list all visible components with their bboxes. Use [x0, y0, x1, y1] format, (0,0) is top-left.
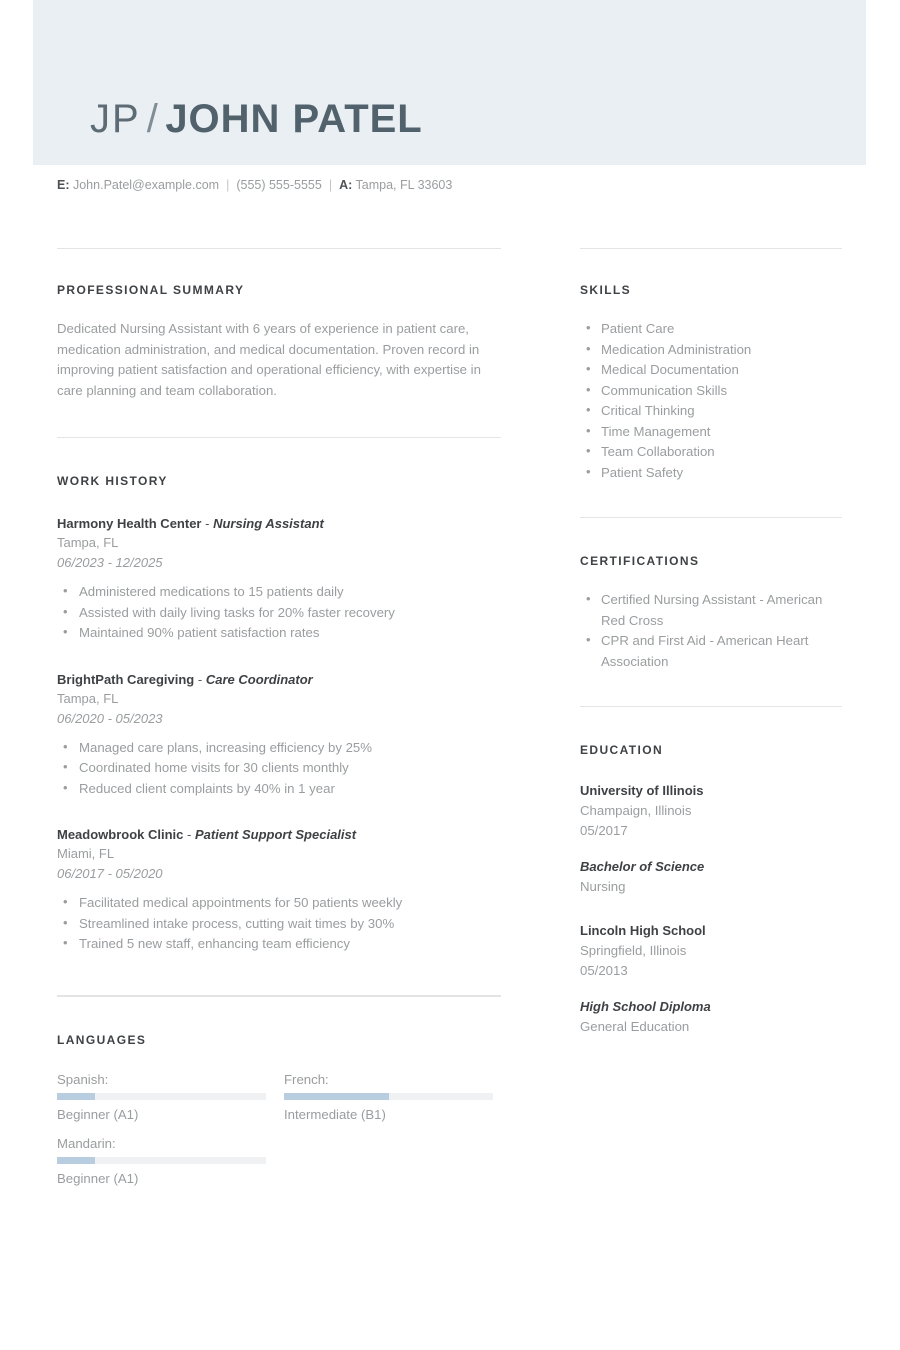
work-company: Meadowbrook Clinic: [57, 827, 184, 842]
section-professional-summary: [57, 249, 501, 401]
education-entry: [580, 921, 842, 1037]
education-school: University of Illinois: [580, 783, 704, 798]
work-bullet-list: [57, 893, 501, 955]
work-bullet: • Reduced client complaints by 40% in 1 year: [57, 779, 501, 800]
skill-item: • Communication Skills: [580, 381, 842, 402]
work-dash: -: [205, 516, 210, 531]
work-bullet: • Assisted with daily living tasks for 20% faster recovery: [57, 603, 501, 624]
summary-text: Dedicated Nursing Assistant with 6 years of experience in patient care, medication administration, and medical documentation. Proven record in improving patient satisfaction and operational efficiency, with expertise in care planning and team collaboration.: [57, 321, 481, 398]
language-progress-track: [57, 1157, 266, 1164]
education-entry: [580, 781, 842, 897]
language-progress-track: [284, 1093, 493, 1100]
language-progress-fill: [57, 1093, 95, 1100]
work-role: Nursing Assistant: [213, 516, 324, 531]
name-initials: JP: [90, 97, 141, 141]
email-label: E:: [57, 178, 70, 192]
work-bullet: • Streamlined intake process, cutting wait times by 30%: [57, 914, 501, 935]
language-item: [284, 1069, 493, 1126]
language-item: [57, 1069, 266, 1126]
language-name: Mandarin:: [57, 1135, 116, 1151]
skill-item: • Team Collaboration: [580, 442, 842, 463]
skill-item: • Time Management: [580, 422, 842, 443]
work-history-heading: WORK HISTORY: [57, 474, 168, 488]
contact-line: [57, 177, 452, 193]
work-role: Patient Support Specialist: [195, 827, 357, 842]
education-field: General Education: [580, 1019, 690, 1034]
language-progress-fill: [57, 1157, 95, 1164]
address-label: A:: [339, 178, 353, 192]
spacer-work: [57, 955, 501, 995]
left-column: [57, 248, 501, 1197]
name-separator: /: [146, 97, 160, 141]
work-dates: 06/2020 - 05/2023: [57, 710, 163, 726]
education-date: 05/2017: [580, 823, 628, 838]
name-full: JOHN PATEL: [165, 97, 423, 141]
education-location: Champaign, Illinois: [580, 803, 692, 818]
skill-item: • Patient Safety: [580, 463, 842, 484]
skill-item: • Critical Thinking: [580, 401, 842, 422]
languages-grid: [57, 1069, 501, 1197]
language-level: Beginner (A1): [57, 1106, 139, 1122]
education-field: Nursing: [580, 879, 626, 894]
work-dates: 06/2017 - 05/2020: [57, 866, 163, 881]
education-degree: Bachelor of Science: [580, 859, 705, 874]
work-entry: [57, 670, 501, 800]
certifications-heading: CERTIFICATIONS: [580, 554, 700, 568]
skill-item: • Medical Documentation: [580, 360, 842, 381]
spacer-skills: [580, 483, 842, 517]
summary-heading: PROFESSIONAL SUMMARY: [57, 283, 245, 297]
language-item: [57, 1133, 266, 1190]
education-date: 05/2013: [580, 963, 628, 978]
right-column: [580, 248, 842, 1037]
language-name: French:: [284, 1071, 329, 1087]
header-band: [33, 0, 866, 165]
work-entry-heading: [57, 514, 501, 533]
certification-item: • Certified Nursing Assistant - American Red Cross: [580, 590, 842, 631]
certifications-list: [580, 590, 842, 672]
work-bullet: • Maintained 90% patient satisfaction rates: [57, 623, 501, 644]
work-company: BrightPath Caregiving: [57, 671, 195, 687]
work-role: Care Coordinator: [205, 671, 313, 687]
work-entry: [57, 514, 501, 644]
work-dash: -: [187, 827, 192, 842]
languages-heading: LANGUAGES: [57, 1032, 147, 1047]
skill-item: • Patient Care: [580, 319, 842, 340]
work-bullet: • Administered medications to 15 patients daily: [57, 582, 501, 603]
education-location: Springfield, Illinois: [580, 943, 687, 958]
language-name: Spanish:: [57, 1071, 109, 1087]
education-degree: High School Diploma: [580, 999, 711, 1014]
education-heading: EDUCATION: [580, 743, 664, 757]
email-value[interactable]: John.Patel@example.com: [72, 178, 220, 192]
section-languages: [57, 997, 501, 1197]
contact-separator-2: |: [328, 178, 333, 192]
work-location: Tampa, FL: [57, 535, 119, 550]
spacer-certifications: [580, 672, 842, 706]
work-dash: -: [197, 671, 203, 687]
certification-item: • CPR and First Aid - American Heart Association: [580, 631, 842, 672]
skills-heading: SKILLS: [580, 283, 632, 297]
education-school: Lincoln High School: [580, 923, 706, 938]
section-skills: [580, 249, 842, 483]
language-level: Beginner (A1): [57, 1170, 139, 1186]
work-bullet: • Coordinated home visits for 30 clients monthly: [57, 758, 501, 779]
skills-list: [580, 319, 842, 483]
skill-item: • Medication Administration: [580, 340, 842, 361]
spacer-summary: [57, 401, 501, 437]
phone-value[interactable]: (555) 555-5555: [236, 178, 322, 192]
work-location: Tampa, FL: [57, 690, 119, 706]
work-bullet-list: [57, 738, 501, 800]
section-work-history: [57, 438, 501, 955]
page-title: [90, 96, 423, 142]
work-location: Miami, FL: [57, 846, 115, 861]
work-bullet: • Managed care plans, increasing efficiency by 25%: [57, 738, 501, 759]
language-progress-track: [57, 1093, 266, 1100]
work-bullet-list: [57, 582, 501, 644]
section-certifications: [580, 518, 842, 672]
work-dates: 06/2023 - 12/2025: [57, 555, 163, 570]
work-company: Harmony Health Center: [57, 516, 202, 531]
work-entry-heading: [57, 670, 501, 689]
work-entry-heading: [57, 825, 501, 844]
address-value: Tampa, FL 33603: [355, 178, 453, 192]
work-bullet: • Facilitated medical appointments for 50 patients weekly: [57, 893, 501, 914]
language-level: Intermediate (B1): [284, 1106, 386, 1122]
work-bullet: • Trained 5 new staff, enhancing team efficiency: [57, 934, 501, 955]
contact-separator-1: |: [226, 178, 230, 192]
language-progress-fill: [284, 1093, 389, 1100]
work-entry: [57, 825, 501, 955]
section-education: [580, 707, 842, 1037]
